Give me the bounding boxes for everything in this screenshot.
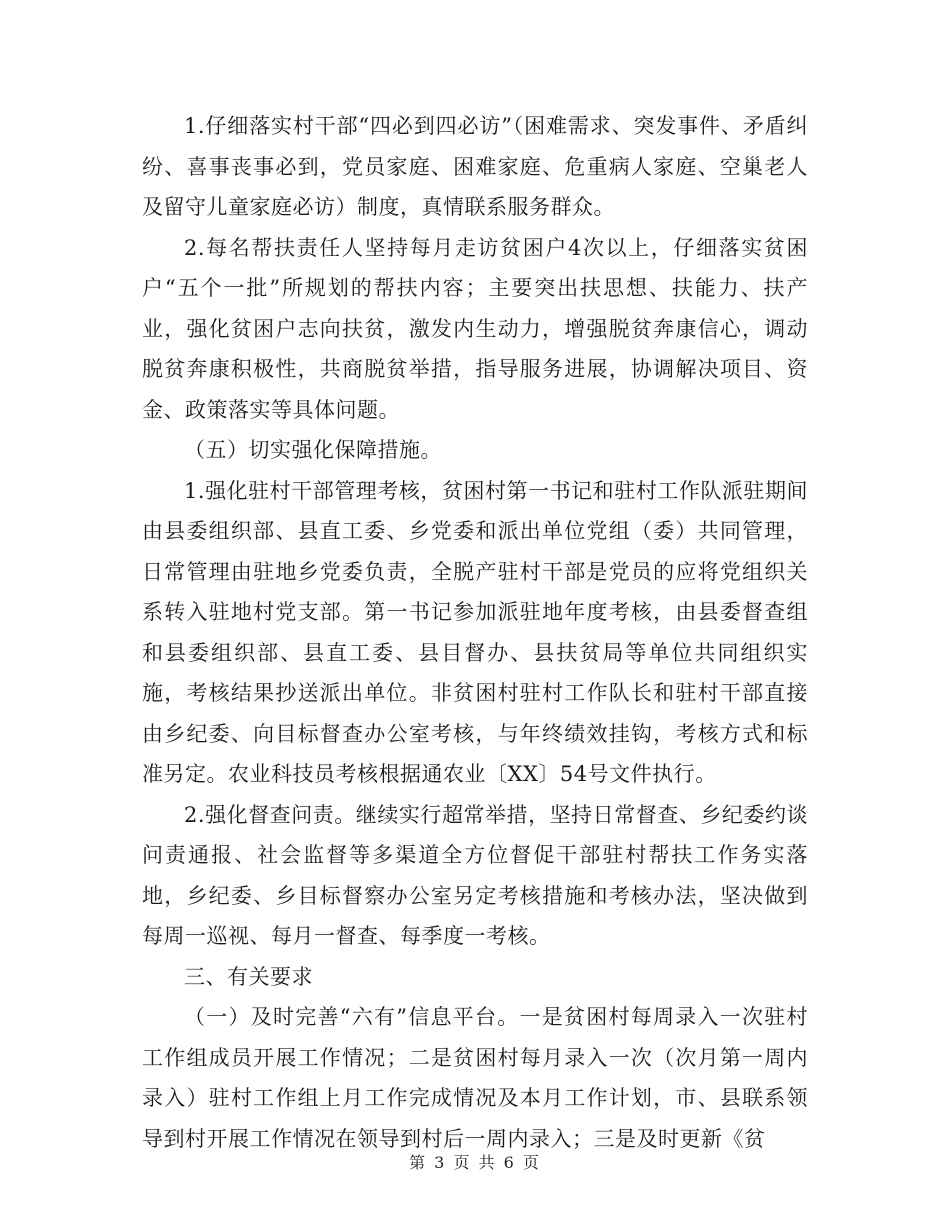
paragraph-visit-poor-households: 2.每名帮扶责任人坚持每月走访贫困户4次以上，仔细落实贫困户“五个一批”所规划的帮扶内容；主要突出扶思想、扶能力、扶产业，强化贫困户志向扶贫，激发内生动力，增强脱贫奔康信心，调动脱贫奔康积极性，共商脱贫举措，指导服务进展，协调解决项目、资金、政策落实等具体问题。 xyxy=(142,235,808,422)
document-body xyxy=(142,106,808,1159)
paragraph-cadre-assessment: 1.强化驻村干部管理考核，贫困村第一书记和驻村工作队派驻期间由县委组织部、县直工委、乡党委和派出单位党组（委）共同管理，日常管理由驻地乡党委负责，全脱产驻村干部是党员的应将党组织关系转入驻地村党支部。第一书记参加派驻地年度考核，由县委督查组和县委组织部、县直工委、县目督办、县扶贫局等单位共同组织实施，考核结果抄送派出单位。非贫困村驻村工作队长和驻村干部直接由乡纪委、向目标督查办公室考核，与年终绩效挂钩，考核方式和标准另定。农业科技员考核根据通农业〔XX〕54号文件执行。 xyxy=(142,478,808,786)
paragraph-four-must: 1.仔细落实村干部“四必到四必访”（困难需求、突发事件、矛盾纠纷、喜事丧事必到，党员家庭、困难家庭、危重病人家庭、空巢老人及留守儿童家庭必访）制度，真情联系服务群众。 xyxy=(142,114,808,219)
paragraph-supervision-accountability: 2.强化督查问责。继续实行超常举措，坚持日常督查、乡纪委约谈问责通报、社会监督等多渠道全方位督促干部驻村帮扶工作务实落地，乡纪委、乡目标督察办公室另定考核措施和考核办法，坚决做到每周一巡视、每月一督查、每季度一考核。 xyxy=(142,802,808,948)
section-heading-requirements: 三、有关要求 xyxy=(184,964,313,989)
section-heading-safeguards: （五）切实强化保障措施。 xyxy=(184,438,442,462)
page-number-footer: 第 3 页 共 6 页 xyxy=(409,1153,541,1172)
paragraph-info-platform: （一）及时完善“六有”信息平台。一是贫困村每周录入一次驻村工作组成员开展工作情况；二是贫困村每月录入一次（次月第一周内录入）驻村工作组上月工作完成情况及本月工作计划，市、县联系领导到村开展工作情况在领导到村后一周内录入；三是及时更新《贫 xyxy=(142,1005,808,1151)
